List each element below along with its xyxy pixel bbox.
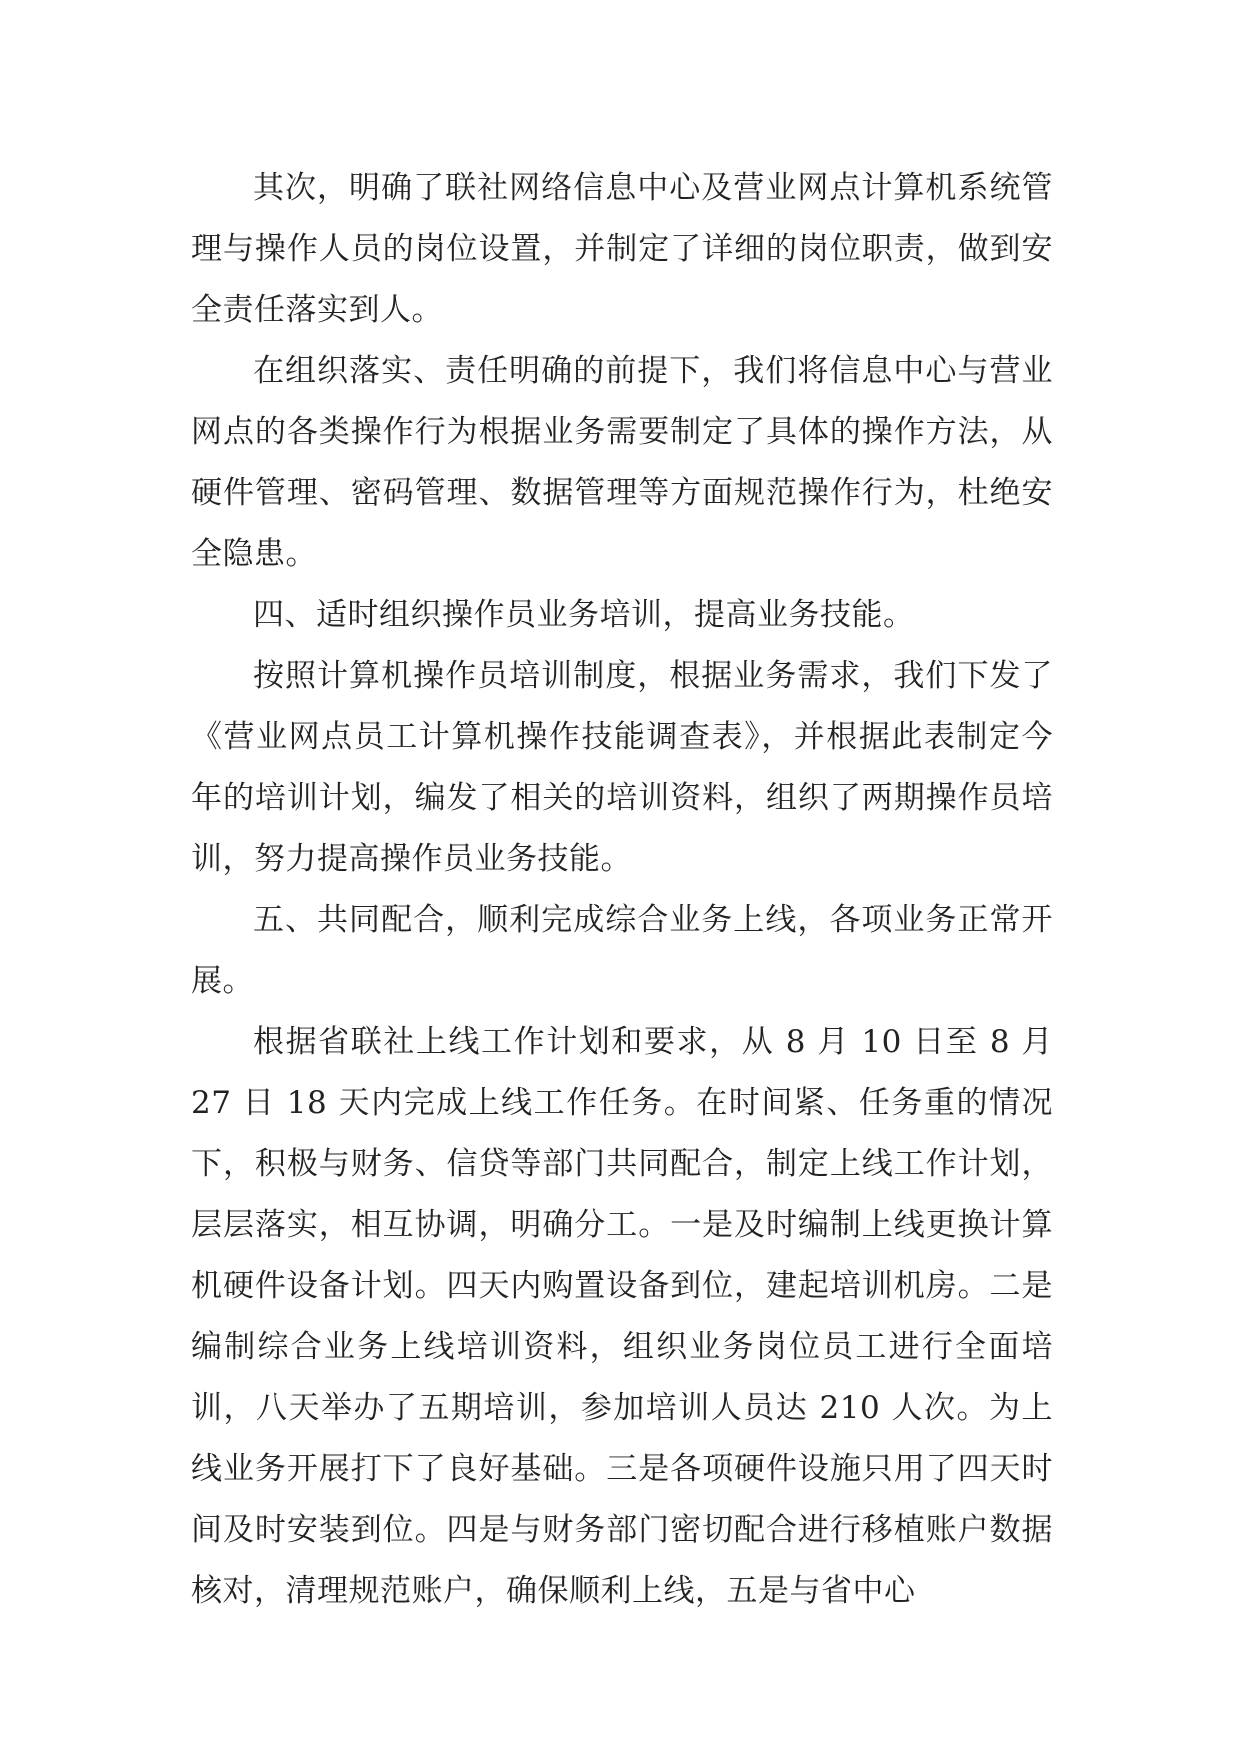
paragraph-1: 其次，明确了联社网络信息中心及营业网点计算机系统管理与操作人员的岗位设置，并制定了详细的岗位职责，做到安全责任落实到人。 (191, 170, 1053, 328)
paragraph-4: 根据省联社上线工作计划和要求，从 8 月 10 日至 8 月 27 日 18 天内完成上线工作任务。在时间紧、任务重的情况下，积极与财务、信贷等部门共同配合，制定上线工作计划，层层落实，相互协调，明确分工。一是及时编制上线更换计算机硬件设备计划。四天内购置设备到位，建起培训机房。二是编制综合业务上线培训资料，组织业务岗位员工进行全面培训，八天举办了五期培训，参加培训人员达 210 人次。为上线业务开展打下了良好基础。三是各项硬件设施只用了四天时间及时安装到位。四是与财务部门密切配合进行移植账户数据核对，清理规范账户，确保顺利上线，五是与省中心 (191, 1024, 1053, 1609)
paragraph-2: 在组织落实、责任明确的前提下，我们将信息中心与营业网点的各类操作行为根据业务需要制定了具体的操作方法，从硬件管理、密码管理、数据管理等方面规范操作行为，杜绝安全隐患。 (191, 353, 1053, 572)
document-body (191, 158, 1053, 1622)
section-heading-5: 五、共同配合，顺利完成综合业务上线，各项业务正常开展。 (191, 902, 1053, 999)
paragraph-3: 按照计算机操作员培训制度，根据业务需求，我们下发了《营业网点员工计算机操作技能调查表》，并根据此表制定今年的培训计划，编发了相关的培训资料，组织了两期操作员培训，努力提高操作员业务技能。 (191, 658, 1053, 877)
section-heading-4: 四、适时组织操作员业务培训，提高业务技能。 (253, 597, 915, 633)
